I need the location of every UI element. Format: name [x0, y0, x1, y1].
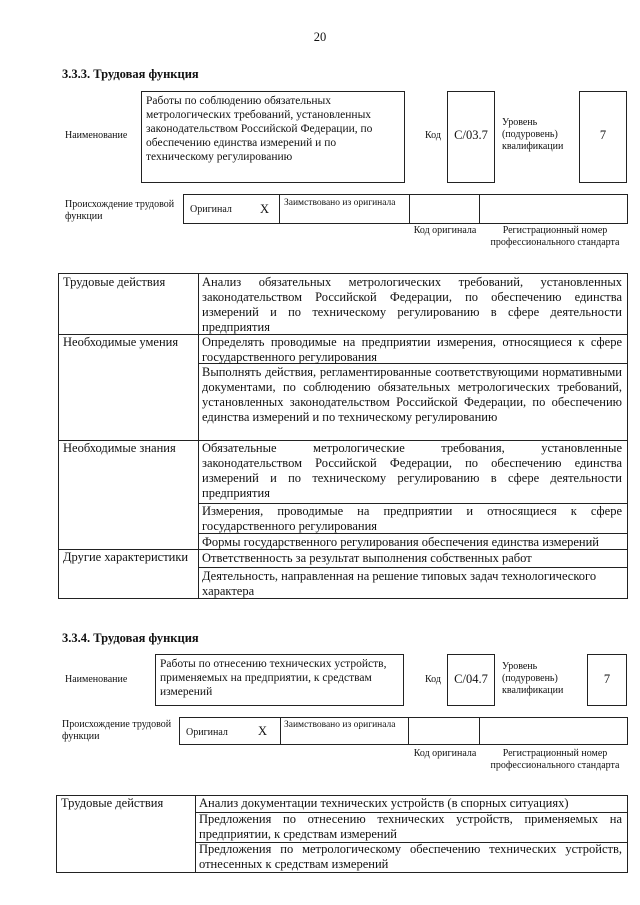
table-cell: Обязательные метрологические требования, установленные законодательством Российской Федерации, по обеспечению единства измерений и по техническому регулированию в сфере деятельности предприятия	[202, 441, 622, 500]
section1-original-mark: X	[260, 202, 270, 216]
section2-heading: 3.3.4. Трудовая функция	[62, 631, 199, 645]
table-cell: Анализ обязательных метрологических требований, установленных законодательством Российской Федерации, по обеспечению единства измерений и по техническому регулированию в сфере деятельности предприятия	[202, 275, 622, 334]
section2-origin-label: Происхождение трудовой функции	[62, 719, 172, 742]
section1-name-value: Работы по соблюдению обязательных метрологических требований, установленных законодательством Российской Федерации, по обеспечению единства измерений и по техническому регулированию	[141, 91, 405, 183]
section1-level-value: 7	[579, 91, 627, 183]
section2-name-value: Работы по отнесению технических устройств, применяемых на предприятии, к средствам измерений	[155, 654, 404, 706]
table-row-label: Трудовые действия	[61, 796, 164, 810]
section1-code-value: C/03.7	[447, 91, 495, 183]
table-row-label: Трудовые действия	[63, 275, 166, 289]
section1-reg-number-caption: Регистрационный номер профессионального стандарта	[490, 225, 620, 248]
section2-original-mark: X	[258, 724, 268, 738]
table-cell: Формы государственного регулирования обеспечения единства измерений	[202, 535, 599, 549]
section1-borrowed-label: Заимствовано из оригинала	[284, 198, 396, 208]
section2-code-original-caption: Код оригинала	[413, 748, 477, 759]
table-row-label: Другие характеристики	[63, 550, 189, 564]
section1-name-label: Наименование	[65, 130, 128, 141]
table-row-label: Необходимые умения	[63, 335, 179, 349]
table-cell: Выполнять действия, регламентированные соответствующими нормативными документами, по соблюдению обязательных метрологических требований, установленных законодательством Российской Федерации, по обеспечению единства измерений и по техническому регулированию	[202, 365, 622, 424]
table-cell: Ответственность за результат выполнения собственных работ	[202, 551, 532, 565]
section1-code-original-caption: Код оригинала	[413, 225, 477, 236]
page-number: 20	[313, 30, 327, 44]
section2-level-label: Уровень (подуровень) квалификации	[502, 661, 564, 696]
table-cell: Предложения по метрологическому обеспечению технических устройств, отнесенных к средствам измерений	[199, 842, 622, 871]
section1-origin-box	[183, 194, 628, 224]
section2-code-label: Код	[425, 674, 441, 685]
section2-code-value: C/04.7	[447, 654, 495, 706]
table-cell: Анализ документации технических устройств (в спорных ситуациях)	[199, 796, 569, 810]
section2-original-label: Оригинал	[186, 727, 228, 738]
table-cell: Предложения по отнесению технических устройств, применяемых на предприятии, к средствам измерений	[199, 812, 622, 841]
table-row-label: Необходимые знания	[63, 441, 176, 455]
section2-name-label: Наименование	[65, 674, 128, 685]
section1-heading: 3.3.3. Трудовая функция	[62, 67, 199, 81]
section1-level-label: Уровень (подуровень) квалификации	[502, 117, 564, 152]
table-cell: Определять проводимые на предприятии измерения, относящиеся к сфере государственного регулирования	[202, 335, 622, 364]
table-cell: Деятельность, направленная на решение типовых задач технологического характера	[202, 569, 597, 598]
section2-borrowed-label: Заимствовано из оригинала	[284, 720, 396, 730]
table-cell: Измерения, проводимые на предприятии и относящиеся к сфере государственного регулирования	[202, 504, 622, 533]
section2-level-value: 7	[587, 654, 627, 706]
section1-code-label: Код	[425, 130, 441, 141]
section1-origin-label: Происхождение трудовой функции	[65, 199, 175, 222]
section1-original-label: Оригинал	[190, 204, 232, 215]
section2-reg-number-caption: Регистрационный номер профессионального стандарта	[490, 748, 620, 771]
